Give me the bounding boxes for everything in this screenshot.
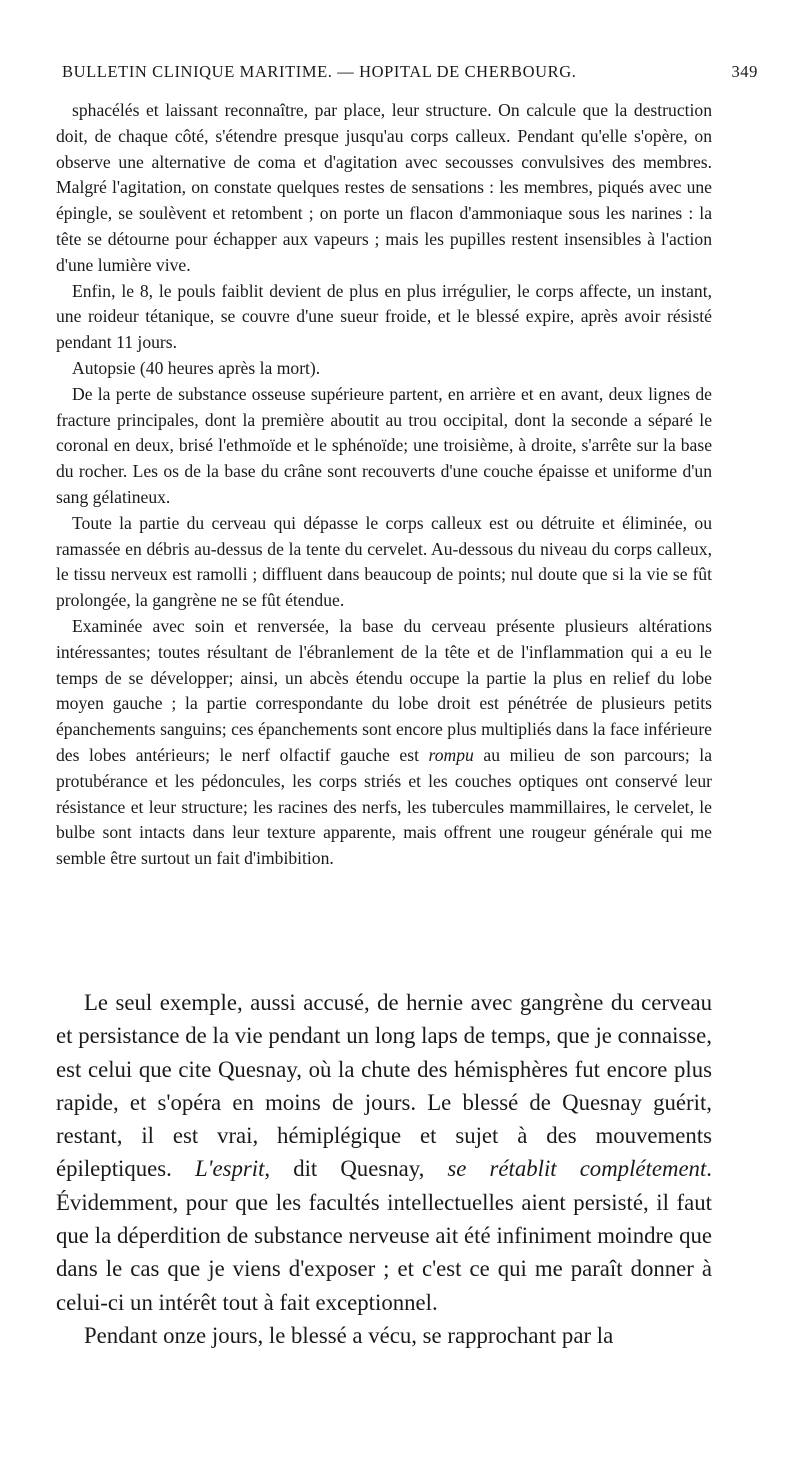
- paragraph: De la perte de substance osseuse supérieure partent, en arrière et en avant, deux lignes de fracture principales, dont la première aboutit au trou occipital, dont la seconde a séparé le coronal en deux, brisé l'ethmoïde et le sphénoïde; une troisième, à droite, s'arrête sur la base du rocher. Les os de la base du crâne sont recouverts d'une couche épaisse et uniforme d'un sang gélatineux.: [56, 383, 712, 507]
- paragraph-text: Le seul exemple, aussi accusé, de hernie avec gangrène du cerveau et persistance de la vie pendant un long laps de temps, que je connaisse, est celui que cite Quesnay, où la chute des hémisphères fut encore plus rapide, et s'opéra en moins de jours. Le blessé de Quesnay guérit, restant, il est vrai, hémiplégique et sujet à des mouvements épileptiques.: [56, 990, 712, 1182]
- paragraph-text: . Évidemment, pour que les facultés intellectuelles aient persisté, il faut que la déperdition de substance nerveuse ait été infiniment moindre que dans le cas que je viens d'exposer ; et c'est ce qui me paraît donner à celui-ci un intérêt tout à fait exceptionnel.: [56, 1156, 712, 1315]
- paragraph-text: , dit Quesnay,: [264, 1156, 448, 1182]
- paragraph: Enfin, le 8, le pouls faiblit devient de plus en plus irrégulier, le corps affecte, un instant, une roideur tétanique, se couvre d'une sueur froide, et le blessé expire, après avoir résisté pendant 11 jours.: [56, 280, 712, 353]
- paragraph: Pendant onze jours, le blessé a vécu, se rapprochant par la: [84, 1322, 614, 1348]
- emphasis-text: L'esprit: [194, 1156, 265, 1182]
- running-header: [62, 62, 758, 82]
- paragraph-text: Examinée avec soin et renversée, la base du cerveau présente plusieurs altérations intéressantes; toutes résultant de l'ébranlement de la tête et de l'inflammation qui a eu le temps de se développer; ainsi, un abcès étendu occupe la partie la plus en relief du lobe moyen gauche ; la partie correspondante du lobe droit est pénétrée de plusieurs petits épanchements sanguins; ces épanchements sont encore plus multipliés dans la face inférieure des lobes antérieurs; le nerf olfactif gauche est: [56, 615, 712, 765]
- paragraph: sphacélés et laissant reconnaître, par place, leur structure. On calcule que la destruction doit, de chaque côté, s'étendre presque jusqu'au corps calleux. Pendant qu'elle s'opère, on observe une alternative de coma et d'agitation avec secousses convulsives des membres. Malgré l'agitation, on constate quelques restes de sensations : les membres, piqués avec une épingle, se soulèvent et retombent ; on porte un flacon d'ammoniaque sous les narines : la tête se détourne pour échapper aux vapeurs ; mais les pupilles restent insensibles à l'action d'une lumière vive.: [56, 100, 712, 275]
- paragraph: Autopsie (40 heures après la mort).: [72, 357, 321, 378]
- running-title: BULLETIN CLINIQUE MARITIME. — HOPITAL DE CHERBOURG.: [62, 62, 577, 81]
- page-number: 349: [731, 62, 758, 81]
- paragraph-text: au milieu de son parcours; la protubérance et les pédoncules, les corps striés et les couches optiques ont conservé leur résistance et leur structure; les racines des nerfs, les tubercules mammillaires, le cervelet, le bulbe sont intacts dans leur texture apparente, mais offrent une rougeur générale qui me semble être surtout un fait d'imbibition.: [56, 744, 712, 869]
- commentary-text: [56, 986, 712, 1352]
- emphasis-text: se rétablit complétement: [447, 1156, 707, 1182]
- emphasis-text: rompu: [428, 744, 474, 765]
- paragraph: Toute la partie du cerveau qui dépasse le corps calleux est ou détruite et éliminée, ou ramassée en débris au-dessus de la tente du cervelet. Au-dessous du niveau du corps calleux, le tissu nerveux est ramolli ; diffluent dans beaucoup de points; nul doute que si la vie se fût prolongée, la gangrène ne se fût étendue.: [56, 512, 712, 611]
- paragraph: [56, 986, 712, 1319]
- paragraph: [56, 614, 712, 872]
- case-report-text: [56, 98, 712, 872]
